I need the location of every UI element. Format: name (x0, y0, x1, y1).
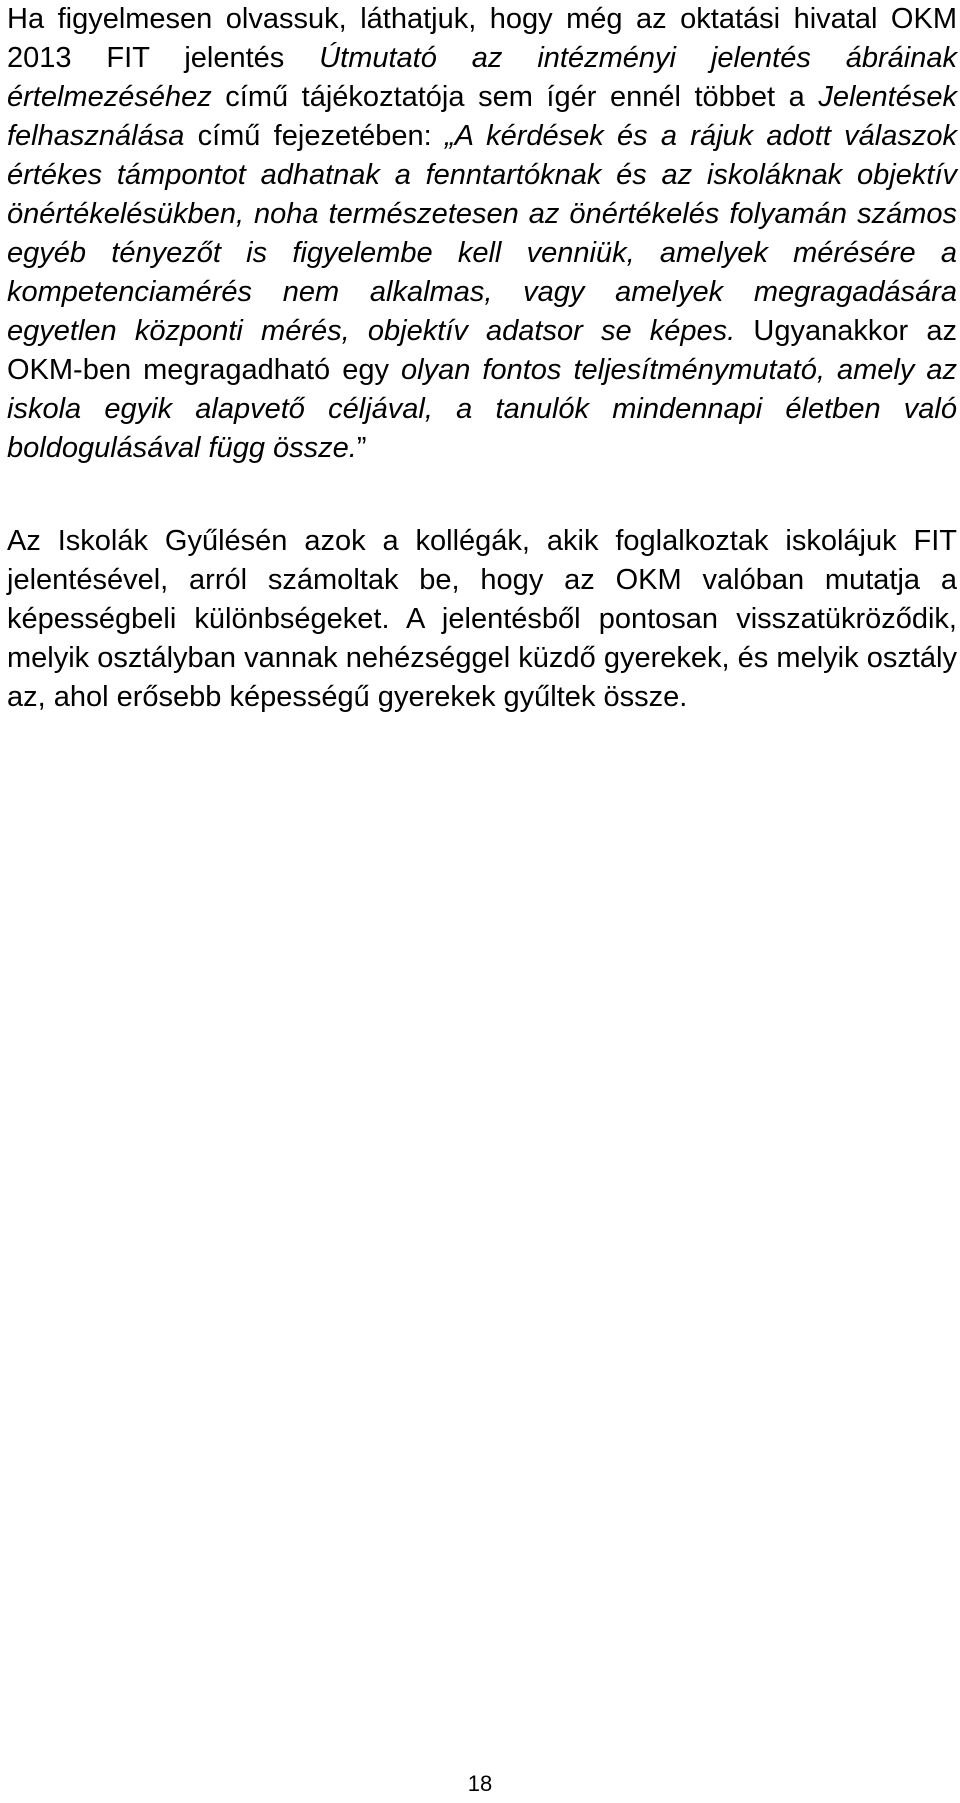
chapter-title: Jelentések felhasználása (7, 81, 957, 152)
paragraph-text: című tájékoztatója sem ígér ennél többet a (211, 81, 819, 113)
page-number: 18 (467, 1771, 493, 1796)
closing-quote: ” (356, 432, 367, 464)
paragraph-quote (7, 0, 957, 468)
guide-title: Útmutató az intézményi jelentés ábráinak értelmezéséhez (7, 42, 957, 113)
quoted-text: „A kérdések és a rájuk adott válaszok értékes támpontot adhatnak a fenntartóknak és az iskoláknak objektív önértékelésükben, noha természetesen az önértékelés folyamán számos egyéb tényezőt is figyelembe kell venniük, amelyek mérésére a kompetenciamérés nem alkalmas, vagy amelyek megragadására egyetlen központi mérés, objektív adatsor se képes. (7, 120, 957, 347)
paragraph-text: című fejezetében: (184, 120, 445, 152)
paragraph-text: Ha figyelmesen olvassuk, láthatjuk, hogy még az oktatási hivatal OKM 2013 FIT jelentés (7, 3, 957, 74)
quoted-text: olyan fontos teljesítménymutató, amely az iskola egyik alapvető céljával, a tanulók mindennapi életben való boldogulásával függ össze. (7, 354, 958, 464)
paragraph-text: Ugyanakkor az OKM-ben megragadható egy (7, 315, 957, 386)
paragraph-body: Az Iskolák Gyűlésén azok a kollégák, akik foglalkoztak iskolájuk FIT jelentésével, arról számoltak be, hogy az OKM valóban mutatja a képességbeli különbségeket. A jelentésből pontosan visszatükröződik, melyik osztályban vannak nehézséggel küzdő gyerekek, és melyik osztály az, ahol erősebb képességű gyerekek gyűltek össze. (7, 525, 957, 713)
